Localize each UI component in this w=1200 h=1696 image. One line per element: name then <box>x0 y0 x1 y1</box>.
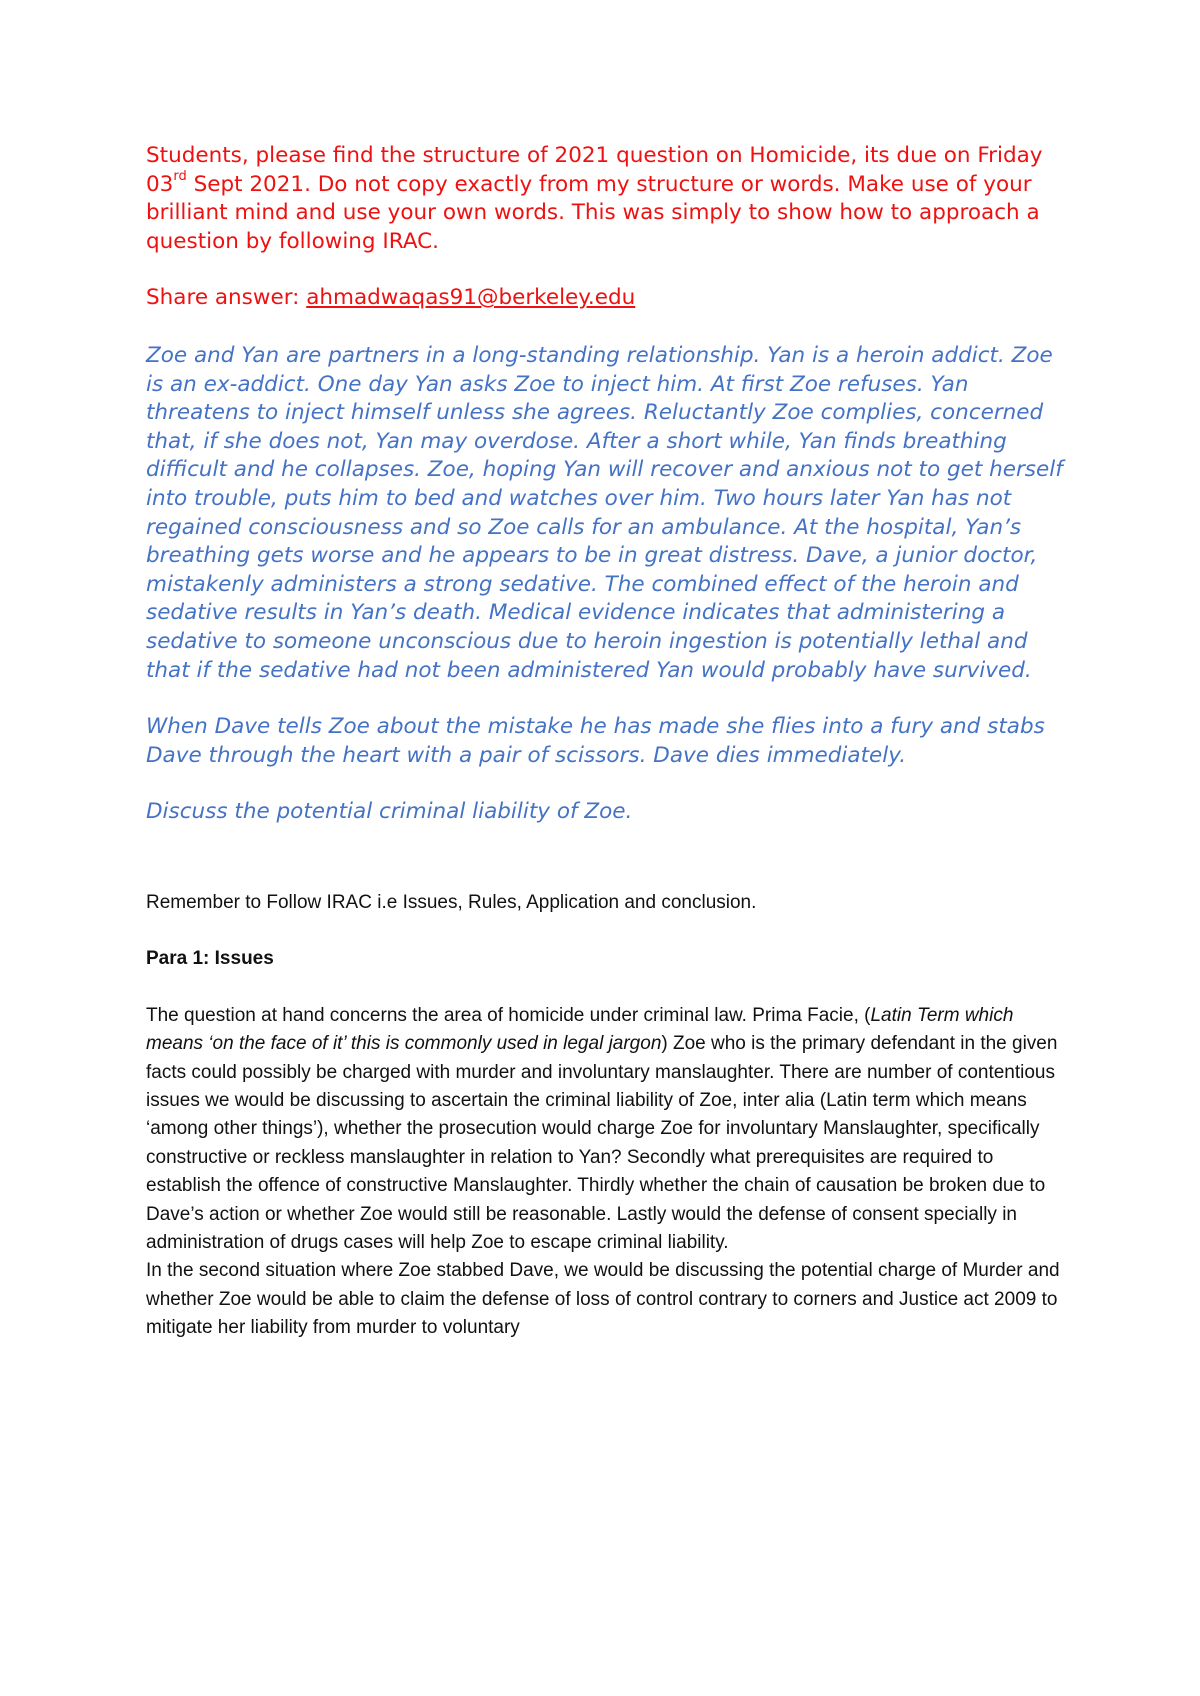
irac-reminder: Remember to Follow IRAC i.e Issues, Rules, Application and conclusion. <box>146 891 757 913</box>
share-answer-line <box>146 284 1066 313</box>
share-label: Share answer: <box>146 285 307 311</box>
document-body <box>146 142 1066 1343</box>
question-scenario-1: Zoe and Yan are partners in a long-standing relationship. Yan is a heroin addict. Zoe is an ex-addict. One day Yan asks Zoe to inject him. At first Zoe refuses. Yan threatens to inject himself unless she agrees. Reluctantly Zoe complies, concerned that, if she does not, Yan may overdose. After a short while, Yan finds breathing difficult and he collapses. Zoe, hoping Yan will recover and anxious not to get herself into trouble, puts him to bed and watches over him. Two hours later Yan has not regained consciousness and so Zoe calls for an ambulance. At the hospital, Yan’s breathing gets worse and he appears to be in great distress. Dave, a junior doctor, mistakenly administers a strong sedative. The combined effect of the heroin and sedative results in Yan’s death. Medical evidence indicates that administering a sedative to someone unconscious due to heroin ingestion is potentially lethal and that if the sedative had not been administered Yan would probably have survived. <box>146 342 1063 683</box>
issues-paragraph-1 <box>146 1002 1066 1258</box>
para-1-start: The question at hand concerns the area of homicide under criminal law. Prima Facie, ( <box>146 1004 871 1026</box>
notice-text-start: Students, please find the structure of 2021 question on Homicide, its due on Friday 03 <box>146 143 1043 197</box>
para-1-italic-note: Latin Term which means ‘on the face of it’ this is commonly used in legal jargon <box>146 1004 1014 1055</box>
share-email-link[interactable]: ahmadwaqas91@berkeley.edu <box>306 285 636 311</box>
question-scenario-2: When Dave tells Zoe about the mistake he has made she flies into a fury and stabs Dave through the heart with a pair of scissors. Dave dies immediately. <box>146 714 1045 768</box>
ordinal-superscript: rd <box>173 169 187 185</box>
assignment-notice <box>146 142 1066 256</box>
issues-paragraph-2: In the second situation where Zoe stabbed Dave, we would be discussing the potential charge of Murder and whether Zoe would be able to claim the defense of loss of control contrary to corners and Justice act 2009 to mitigate her liability from murder to voluntary <box>146 1260 1060 1339</box>
para-1-rest: ) Zoe who is the primary defendant in the given facts could possibly be charged with murder and involuntary manslaughter. There are number of contentious issues we would be discussing to ascertain the criminal liability of Zoe, inter alia (Latin term which means ‘among other things’), whether the prosecution would charge Zoe for involuntary Manslaughter, specifically constructive or reckless manslaughter in relation to Yan? Secondly what prerequisites are required to establish the offence of constructive Manslaughter. Thirdly whether the chain of causation be broken due to Dave’s action or whether Zoe would still be reasonable. Lastly would the defense of consent specially in administration of drugs cases will help Zoe to escape criminal liability. <box>146 1033 1058 1253</box>
question-instruction: Discuss the potential criminal liability of Zoe. <box>146 799 633 825</box>
notice-text-rest: Sept 2021. Do not copy exactly from my structure or words. Make use of your brilliant mind and use your own words. This was simply to show how to approach a question by following IRAC. <box>146 171 1040 254</box>
section-heading: Para 1: Issues <box>146 948 274 970</box>
